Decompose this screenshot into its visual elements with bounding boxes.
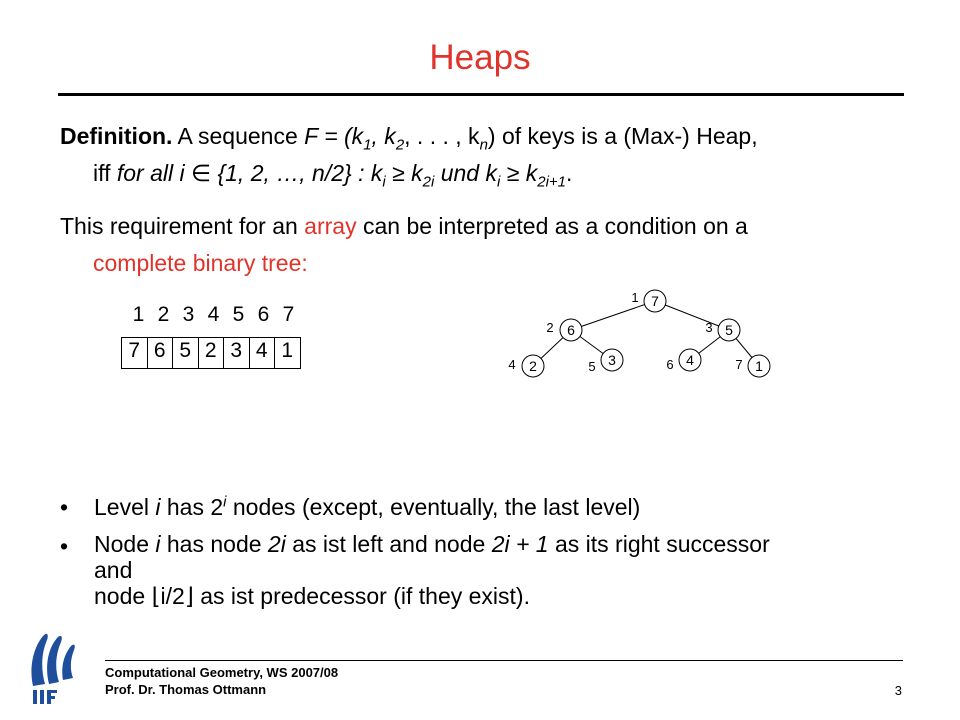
array-box [121, 337, 301, 369]
bullet-list [60, 492, 920, 618]
array-indices [126, 303, 301, 327]
node-index: 7 [735, 357, 743, 372]
tree-term: complete binary tree: [93, 250, 308, 276]
footer-course: Computational Geometry, WS 2007/08 [105, 665, 339, 680]
bullet-text-part: Level [94, 494, 156, 520]
definition-text: A sequence [172, 123, 305, 149]
subscript: 2i+1 [537, 173, 567, 191]
subscript: 1 [363, 136, 372, 154]
subscript: n [479, 136, 488, 154]
heap-tree-diagram [495, 280, 785, 390]
bullet-item [60, 492, 920, 522]
definition-text: und k [434, 160, 497, 186]
node-index: 4 [508, 357, 516, 372]
bullet-text-part: node [94, 583, 152, 609]
array-index: 5 [232, 303, 245, 326]
definition-text: ) of keys is a (Max-) Heap, [487, 123, 758, 149]
array-index: 2 [157, 303, 170, 326]
bullet-text-part: nodes (except, eventually, the last level) [226, 494, 641, 520]
requirement-text: can be interpreted as a condition on a [356, 213, 748, 239]
node-value: 7 [651, 293, 659, 309]
subscript: i [382, 173, 386, 191]
bullet-text [94, 492, 640, 522]
bullet-text-part: Node [94, 531, 156, 557]
node-value: 3 [608, 352, 616, 368]
definition-text: {1, 2, …, n/2} : k [211, 160, 383, 186]
array-index: 7 [282, 303, 295, 326]
footer-author: Prof. Dr. Thomas Ottmann [105, 682, 267, 697]
bullet-text-part: 2i [267, 531, 286, 557]
array-index: 1 [132, 303, 145, 326]
bullet-text-part: i [155, 531, 161, 557]
definition-text: F = (k [304, 123, 364, 149]
array-cell: 6 [148, 338, 174, 368]
bullet-text-part: has 2 [160, 494, 224, 520]
footer-info [105, 664, 338, 698]
definition-text: , . . . , k [404, 123, 480, 149]
definition-text: , k [371, 123, 396, 149]
tree-edge [655, 301, 729, 330]
page-number: 3 [894, 683, 902, 698]
definition-text: k [411, 160, 423, 186]
bullet-text-part: as ist left and node [285, 531, 492, 557]
footer-rule [105, 660, 903, 661]
iif-logo-icon [25, 628, 95, 708]
element-of-symbol: ∈ [191, 160, 212, 186]
array-cell: 2 [199, 338, 225, 368]
array-cell: 4 [250, 338, 276, 368]
bullet-text-part: has node [160, 531, 268, 557]
definition-paragraph [60, 118, 910, 192]
bullet-text-part: i [155, 494, 161, 520]
node-index: 3 [705, 320, 713, 335]
node-value: 4 [686, 352, 694, 368]
definition-text: iff [93, 160, 117, 186]
floor-expression: ⌊i/2⌋ [151, 583, 194, 609]
bullet-dot: • [60, 533, 69, 559]
bullet-item [60, 531, 920, 609]
slide-title: Heaps [429, 38, 531, 77]
requirement-paragraph [60, 208, 910, 282]
subscript: 2i [422, 173, 435, 191]
array-index: 3 [182, 303, 195, 326]
subscript: i [496, 173, 501, 191]
subscript: 2 [395, 136, 405, 154]
bullet-dot: • [60, 494, 69, 520]
definition-text: k [525, 160, 538, 186]
array-cell: 7 [122, 338, 148, 368]
node-index: 1 [631, 290, 639, 305]
array-index: 4 [207, 303, 220, 326]
node-value: 2 [529, 358, 537, 374]
geq-symbol: ≥ [500, 160, 526, 186]
node-value: 1 [755, 358, 763, 374]
array-cell: 1 [281, 339, 294, 362]
definition-label: Definition. [60, 123, 173, 149]
title-rule [58, 93, 904, 96]
array-term: array [304, 213, 357, 239]
array-index: 6 [257, 303, 270, 326]
bullet-text-part: and [94, 557, 133, 583]
bullet-text-part: as its right successor [548, 531, 770, 557]
node-value: 5 [725, 322, 733, 338]
bullet-text-part: as ist predecessor (if they exist). [193, 583, 530, 609]
node-index: 6 [666, 357, 674, 372]
definition-text: for all i [116, 160, 192, 186]
node-value: 6 [567, 322, 575, 338]
superscript: i [223, 493, 227, 511]
tree-edge [571, 301, 655, 330]
bullet-text [94, 531, 770, 609]
requirement-text: This requirement for an [60, 213, 305, 239]
geq-symbol: ≥ [385, 160, 412, 186]
definition-text: . [566, 160, 573, 186]
array-cell: 5 [173, 338, 199, 368]
bullet-text-part: 2i + 1 [491, 531, 549, 557]
node-index: 5 [588, 359, 596, 374]
node-index: 2 [546, 320, 554, 335]
array-cell: 3 [224, 338, 250, 368]
